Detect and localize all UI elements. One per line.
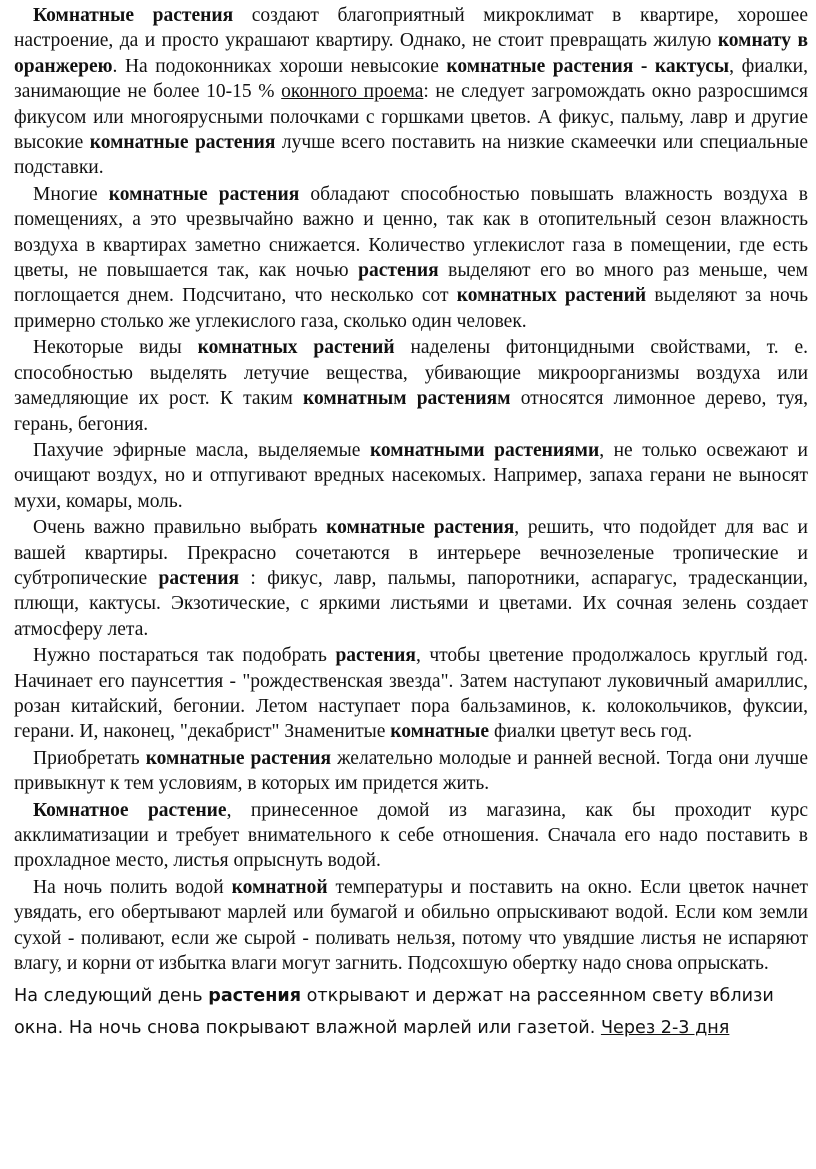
text-run: Нужно постараться так подобрать [33,645,336,667]
text-run: открывают и держат на рассеянном свету вблизи окна. На ночь снова покрывают влажной марлей или газетой. [14,986,774,1039]
text-run: создают благоприятный микроклимат в квартире, хорошее настроение, да и просто украшают квартиру. Однако, не стоит превращать жилую [14,5,808,52]
text-run: желательно молодые и ранней весной. Тогда они лучше привыкнут к тем условиям, в которых им придется жить. [14,747,809,795]
text-run: . На подоконниках хороши невысокие [112,55,447,77]
bold-term: комнатным растениям [303,388,511,410]
bold-term: комнатной [231,876,328,898]
paragraph [14,875,808,977]
text-run: Приобретать [33,747,146,769]
text-run: На следующий день [14,986,209,1007]
text-run: фиалки цветут весь год. [489,721,693,743]
text-run: выделяют его во много раз меньше, чем поглощается днем. Подсчитано, что несколько сот [14,260,809,307]
bold-term: Комнатное растение [33,799,227,821]
text-run: : фикус, лавр, пальмы, папоротники, аспарагус, традесканции, плющи, кактусы. Экзотические, с яркими листьями и цветами. Их сочная зелень создает атмосферу лета. [14,567,808,640]
text-run: , принесенное домой из магазина, как бы проходит курс акклиматизации и требует внимательного к себе отношения. Сначала его надо поставить в прохладное место, листья опрыснуть водой. [14,799,808,872]
paragraph [14,643,808,745]
text-run: Многие [33,183,109,205]
paragraph [14,182,808,334]
paragraph [14,438,808,514]
bold-term: растения [335,645,416,667]
text-run: температуры и поставить на окно. Если цветок начнет увядать, его обертывают марлей или бумагой и обильно опрыскивают водой. Если ком земли сухой - поливают, если же сырой - поливать нельзя, потому что увядшие листья не испаряют влагу, и корни от избытка влаги могут загнить. Подсохшую обертку надо снова опрыскать. [14,876,808,975]
underlined-text: Через 2-3 дня [600,1018,730,1039]
bold-term: комнатные растения [326,517,515,539]
underlined-text: оконного проема [281,81,424,103]
bold-term: комнатные растения - кактусы [446,55,730,77]
bold-term: комнатных растений [197,337,395,359]
text-run: Очень важно правильно выбрать [33,517,327,539]
text-run: выделяют за ночь примерно столько же углекислого газа, сколько один человек. [14,285,808,332]
text-run: лучше всего поставить на низкие скамеечки или специальные подставки. [14,132,809,179]
bold-term: комнатные растения [89,132,276,154]
bold-term: Комнатные растения [33,5,234,26]
bold-term: комнатными растениями [369,439,600,461]
article-body [14,3,808,976]
paragraph [14,335,808,437]
bold-term: комнату в оранжерею [14,30,808,77]
bold-term: комнатные растения [145,747,332,769]
text-run: , не только освежают и очищают воздух, но и отпугивают вредных насекомых. Например, запаха герани не выносят мухи, комары, моль. [14,439,808,512]
bold-term: комнатные [390,721,490,743]
paragraph [14,746,808,797]
text-run: , решить, что подойдет для вас и вашей квартиры. Прекрасно сочетаются в интерьере вечнозеленые тропические и субтропические [14,517,808,589]
text-run: : не следует загромождать окно разросшимся фикусом или многоярусными полочками с горшками цветов. А фикус, пальму, лавр и другие высокие [14,81,808,154]
paragraph [14,798,808,874]
text-run: Пахучие эфирные масла, выделяемые [33,439,370,461]
text-run: Некоторые виды [33,337,198,359]
text-run: наделены фитонцидными свойствами, т. е. способностью выделять летучие вещества, убивающие микроорганизмы воздуха или замедляющие их рост. К таким [14,337,808,410]
bold-term: комнатные растения [108,183,300,205]
text-run: , фиалки, занимающие не более 10-15 % [14,55,808,103]
bold-term: растения [358,260,439,282]
text-run: На ночь полить водой [33,876,232,898]
bold-term: комнатных растений [456,285,647,307]
bold-term: растения [208,986,302,1007]
paragraph [14,515,808,642]
text-run: относятся лимонное дерево, туя, герань, бегония. [14,388,808,435]
bold-term: растения [158,567,240,589]
closing-paragraph [14,980,808,1044]
text-run: , чтобы цветение продолжалось круглый год. Начинает его паунсеттия - "рождественская звезда". Затем наступают луковичный амариллис, розан китайский, бегонии. Летом наступает пора бальзаминов, к. колокольчиков, фуксии, герани. И, наконец, "декабрист" Знаменитые [14,645,808,743]
paragraph [14,3,808,181]
text-run: обладают способностью повышать влажность воздуха в помещениях, а это чрезвычайно важно и ценно, так как в отопительный сезон влажность воздуха в квартирах заметно снижается. Количество углекислот газа в помещении, где есть цветы, не повышается так, как ночью [14,183,808,282]
